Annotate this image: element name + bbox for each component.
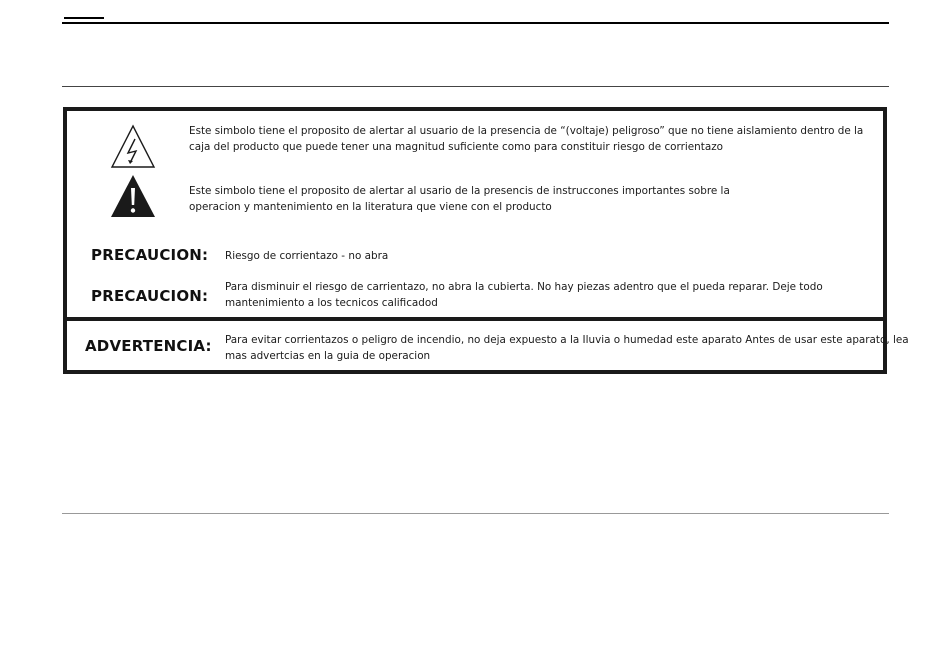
advertencia-line-2: mas advertcias en la guia de operacion xyxy=(225,349,431,362)
exclamation-triangle-icon xyxy=(109,173,157,219)
advertencia-text xyxy=(225,333,909,364)
warning-1-line-1: Este simbolo tiene el proposito de alertar al usuario de la presencia de “(voltaje) peligroso” que no tiene aislamiento dentro de la xyxy=(189,125,864,137)
precaution-2-line-1: Para disminuir el riesgo de carrientazo, no abra la cubierta. No hay piezas adentro que el pueda reparar. Deje todo xyxy=(225,281,823,293)
precaution-1-line-1: Riesgo de corrientazo - no abra xyxy=(225,250,389,262)
header-accent-line xyxy=(64,17,104,19)
header-rule xyxy=(62,22,889,24)
lightning-triangle-icon xyxy=(109,123,157,171)
warning-1-line-2: caja del producto que puede tener una magnitud suficiente como para constituir riesgo de corrientazo xyxy=(189,140,724,153)
precaution-1-label: PRECAUCION: xyxy=(91,246,209,264)
safety-notice-box xyxy=(63,107,909,374)
precaution-2-text xyxy=(225,280,823,311)
warning-1-text xyxy=(189,124,863,155)
section-divider xyxy=(62,86,889,87)
warning-2-line-1: Este simbolo tiene el proposito de alertar al usario de la presencis de instruccones importantes sobre la xyxy=(189,185,730,197)
warning-2-line-2: operacion y mantenimiento en la literatura que viene con el producto xyxy=(189,200,552,213)
precaution-2-line-2: mantenimiento a los tecnicos calificadod xyxy=(225,296,438,309)
precaution-2-label: PRECAUCION: xyxy=(91,287,209,305)
footer-rule xyxy=(62,513,889,514)
box-divider xyxy=(67,317,883,321)
advertencia-line-1: Para evitar corrientazos o peligro de incendio, no deja expuesto a la Iluvia o humedad este aparato Antes de usar este aparato, lea xyxy=(225,334,909,346)
advertencia-label: ADVERTENCIA: xyxy=(85,337,212,355)
precaution-1-text xyxy=(225,249,388,265)
warning-2-text xyxy=(189,184,730,215)
